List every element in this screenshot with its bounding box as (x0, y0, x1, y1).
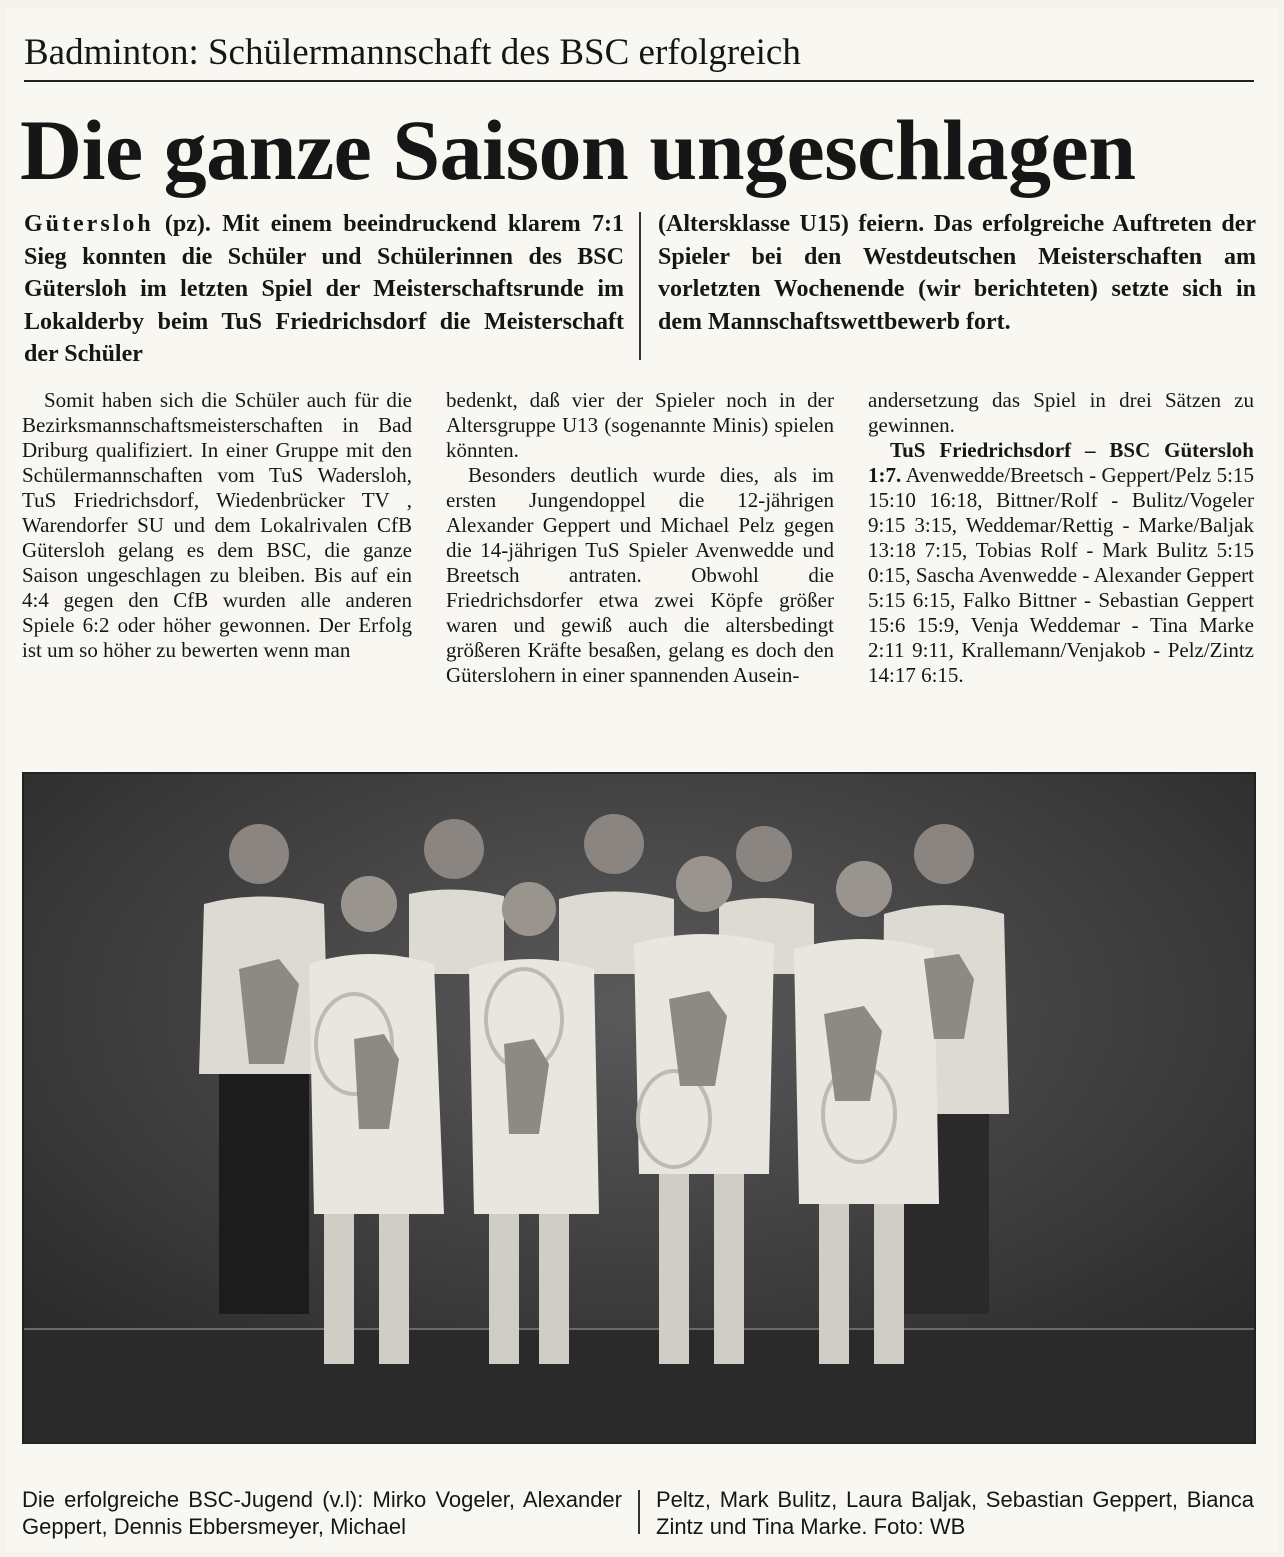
body-paragraph: Somit haben sich die Schüler auch für die Bezirksmannschaftsmeisterschaften in Bad Driburg qualifiziert. In einer Gruppe mit den Schülermannschaften vom TuS Wadersloh, TuS Friedrichsdorf, Wiedenbrücker TV , Warendorfer SU und dem Lokalrivalen CfB Gütersloh gelang es dem BSC, die ganze Saison ungeschlagen zu bleiben. Bis auf ein 4:4 gegen den CfB wurden alle anderen Spiele 6:2 oder höher gewonnen. Der Erfolg ist um so höher zu bewerten wenn man (22, 388, 412, 662)
photo-caption-2: Peltz, Mark Bulitz, Laura Baljak, Sebastian Geppert, Bianca Zintz und Tina Marke. Foto: WB (656, 1487, 1254, 1539)
body-paragraph: bedenkt, daß vier der Spieler noch in der Altersgruppe U13 (sogenannte Minis) spielen könnten. (446, 388, 834, 462)
results-heading: TuS Friedrichsdorf – BSC Gütersloh 1:7. (868, 438, 1254, 487)
body-column-3 (868, 388, 1254, 688)
lead-text-1: (pz). Mit einem beeindruckend klarem 7:1 Sieg konnten die Schüler und Schülerinnen des BSC Gütersloh im letzten Spiel der Meisterschaftsrunde im Lokalderby beim TuS Friedrichsdorf die Meisterschaft der Schüler (24, 211, 624, 367)
photo-floor (24, 1329, 1254, 1442)
article-kicker: Badminton: Schülermannschaft des BSC erfolgreich (24, 30, 1254, 82)
body-column-2 (446, 388, 834, 688)
photo-caption-1: Die erfolgreiche BSC-Jugend (v.l): Mirko Vogeler, Alexander Geppert, Dennis Ebbersmeyer, Michael (22, 1487, 622, 1539)
body-paragraph: Besonders deutlich wurde dies, als im ersten Jungendoppel die 12-jährigen Alexander Geppert und Michael Pelz gegen die 14-jährigen TuS Spieler Avenwedde und Breetsch antraten. Obwohl die Friedrichsdorfer etwa zwei Köpfe größer waren und gewiß auch die altersbedingt größeren Kräfte besaßen, gelang es doch den Güterslohern in einer spannenden Ausein- (446, 463, 834, 687)
article-headline: Die ganze Saison ungeschlagen (20, 102, 1136, 198)
results-paragraph (868, 438, 1254, 688)
body-paragraph: andersetzung das Spiel in drei Sätzen zu gewinnen. (868, 388, 1254, 437)
results-text: Avenwedde/Breetsch - Geppert/Pelz 5:15 15:10 16:18, Bittner/Rolf - Bulitz/Vogeler 9:15 3:15, Weddemar/Rettig - Marke/Baljak 13:18 7:15, Tobias Rolf - Mark Bulitz 5:15 0:15, Sascha Avenwedde - Alexander Geppert 5:15 6:15, Falko Bittner - Sebastian Geppert 15:6 15:9, Venja Weddemar - Tina Marke 2:11 9:11, Krallemann/Venjakob - Pelz/Zintz 14:17 6:15. (868, 463, 1254, 687)
caption-divider (638, 1490, 640, 1534)
lead-dateline: Gütersloh (24, 211, 154, 237)
lead-column-2: (Altersklasse U15) feiern. Das erfolgreiche Auftreten der Spieler bei den Westdeutschen Meisterschaften am vorletzten Wochenende (wir berichteten) setzte sich in dem Mannschaftswettbewerb fort. (658, 211, 1256, 335)
lead-column-divider (639, 212, 641, 360)
team-photo-illustration (24, 774, 1254, 1442)
lead-column-1 (24, 208, 624, 371)
body-column-1 (22, 388, 412, 663)
team-photo (22, 772, 1256, 1444)
